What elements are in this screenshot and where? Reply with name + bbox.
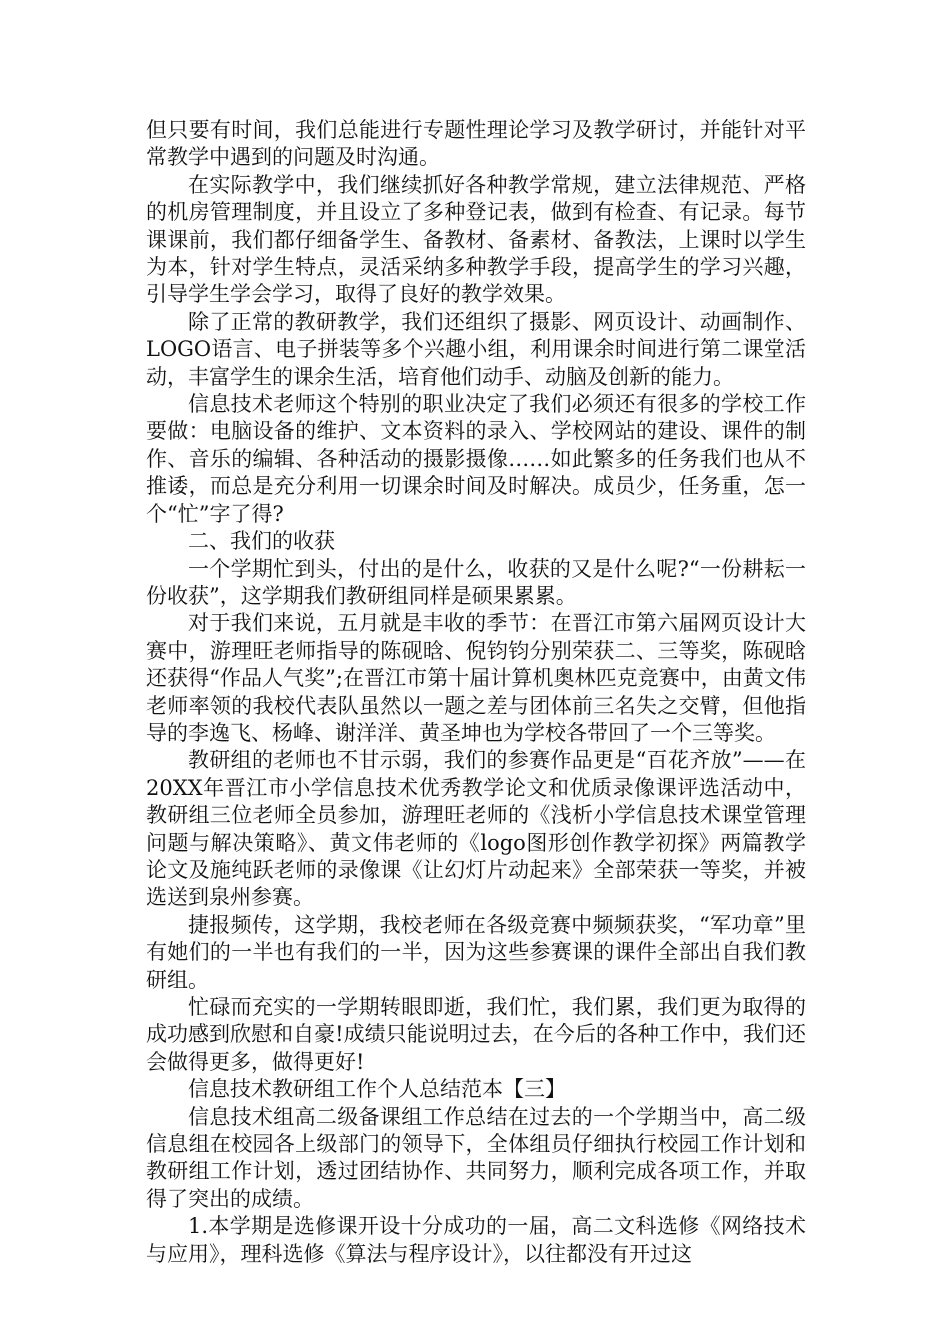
paragraph: 信息技术老师这个特别的职业决定了我们必须还有很多的学校工作要做：电脑设备的维护、文本资料的录入、学校网站的建设、课件的制作、音乐的编辑、各种活动的摄影摄像……如此繁多的任务我们也从不推诿，而总是充分利用一切课余时间及时解决。成员少，任务重，怎一个“忙”字了得? [146,392,806,526]
paragraph: 对于我们来说，五月就是丰收的季节：在晋江市第六届网页设计大赛中，游理旺老师指导的陈砚晗、倪钧钧分别荣获二、三等奖，陈砚晗还获得“作品人气奖”;在晋江市第十届计算机奥林匹克竞赛中，由黄文伟老师率领的我校代表队虽然以一题之差与团体前三名失之交臂，但他指导的李逸飞、杨峰、谢洋洋、黄圣坤也为学校各带回了一个三等奖。 [146,611,806,745]
paragraph: 捷报频传，这学期，我校老师在各级竞赛中频频获奖，“军功章”里有她们的一半也有我们的一半，因为这些参赛课的课件全部出自我们教研组。 [146,912,806,992]
section-heading: 二、我们的收获 [188,529,335,554]
paragraph: 1.本学期是选修课开设十分成功的一届，高二文科选修《网络技术与应用》，理科选修《算法与程序设计》，以往都没有开过这 [146,1214,806,1266]
paragraph: 一个学期忙到头，付出的是什么，收获的又是什么呢?“一份耕耘一份收获”，这学期我们教研组同样是硕果累累。 [146,556,806,608]
paragraph: 在实际教学中，我们继续抓好各种教学常规，建立法律规范、严格的机房管理制度，并且设立了多种登记表，做到有检查、有记录。每节课课前，我们都仔细备学生、备教材、备素材、备教法，上课时以学生为本，针对学生特点，灵活采纳多种教学手段，提高学生的学习兴趣，引导学生学会学习，取得了良好的教学效果。 [146,172,806,307]
paragraph: 忙碌而充实的一学期转眼即逝，我们忙，我们累，我们更为取得的成功感到欣慰和自豪!成绩只能说明过去，在今后的各种工作中，我们还会做得更多，做得更好! [146,995,806,1074]
paragraph: 除了正常的教研教学，我们还组织了摄影、网页设计、动画制作、LOGO语言、电子拼装等多个兴趣小组，利用课余时间进行第二课堂活动，丰富学生的课余生活，培育他们动手、动脑及创新的能力。 [146,309,806,389]
paragraph: 教研组的老师也不甘示弱，我们的参赛作品更是“百花齐放”——在20XX年晋江市小学信息技术优秀教学论文和优质录像课评选活动中，教研组三位老师全员参加，游理旺老师的《浅析小学信息技术课堂管理问题与解决策略》、黄文伟老师的《logo图形创作教学初探》两篇教学论文及施纯跃老师的录像课《让幻灯片动起来》全部荣获一等奖，并被选送到泉州参赛。 [146,748,806,910]
paragraph: 信息技术组高二级备课组工作总结在过去的一个学期当中，高二级信息组在校园各上级部门的领导下，全体组员仔细执行校园工作计划和教研组工作计划，透过团结协作、共同努力，顺利完成各项工作，并取得了突出的成绩。 [146,1104,806,1211]
section-title: 信息技术教研组工作个人总结范本【三】 [188,1077,566,1102]
document-body [146,117,806,1268]
paragraph: 但只要有时间，我们总能进行专题性理论学习及教学研讨，并能针对平常教学中遇到的问题及时沟通。 [146,118,806,170]
